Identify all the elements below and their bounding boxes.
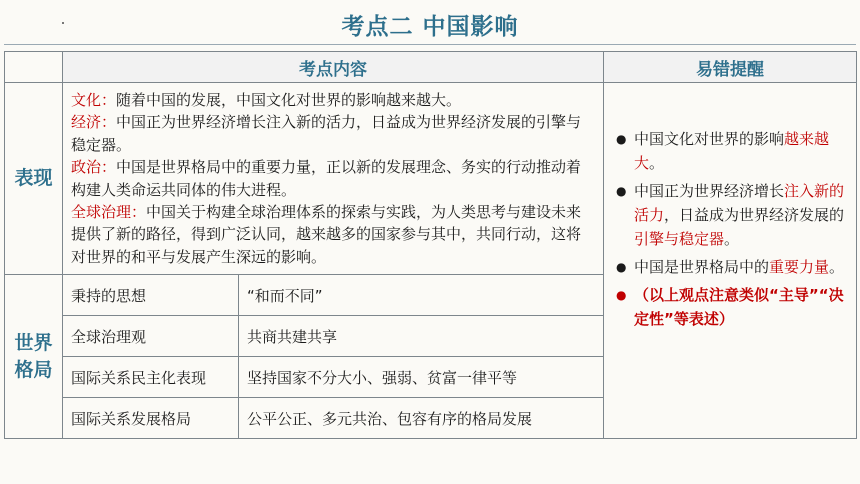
content-item-economy [71,111,595,156]
title-divider [4,44,856,45]
content-item-governance [71,201,595,268]
item-text: 中国是世界格局中的重要力量，正以新的发展理念、务实的行动推动着构建人类命运共同体的伟大进程。 [71,158,582,199]
bullet-icon: ● [616,288,627,302]
geju-key: 全球治理观 [63,316,239,357]
geju-key: 秉持的思想 [63,275,239,316]
item-text: 中国关于构建全球治理体系的探索与实践，为人类思考与建设未来提供了新的路径，得到广泛认同，越来越多的国家参与其中，共同行动，这将对世界的和平与发展产生深远的影响。 [71,203,582,266]
row-biaoxian [5,83,857,275]
item-label: 全球治理： [71,203,147,222]
header-row [5,52,857,83]
bullet-icon: ● [616,132,627,146]
geju-key: 国际关系发展格局 [63,398,239,439]
bullet-icon: ● [616,184,627,198]
geju-key: 国际关系民主化表现 [63,357,239,398]
tip-item: ● 中国是世界格局中的重要力量。 [616,255,850,279]
item-text: 中国正为世界经济增长注入新的活力，日益成为世界经济发展的引擎与稳定器。 [71,113,582,154]
item-label: 文化： [71,91,117,109]
side-label-biaoxian [5,83,63,275]
tips-cell [604,83,857,439]
item-label: 政治： [71,158,117,177]
header-content: 考点内容 [63,52,604,83]
content-item-culture [71,89,595,111]
content-item-politics [71,156,595,201]
header-corner-cell [5,52,63,83]
tip-item: ● 中国正为世界经济增长注入新的活力，日益成为世界经济发展的引擎与稳定器。 [616,179,850,251]
geju-value: “和而不同” [239,275,604,316]
item-label: 经济： [71,113,117,132]
item-text: 随着中国的发展，中国文化对世界的影响越来越大。 [116,91,462,109]
geju-value: 公平公正、多元共治、包容有序的格局发展 [239,398,604,439]
side-label-shijiegeju: 世界 格局 [5,275,63,439]
header-tips: 易错提醒 [604,52,857,83]
summary-table [4,51,857,439]
geju-value: 坚持国家不分大小、强弱、贫富一律平等 [239,357,604,398]
bullet-icon: ● [616,260,627,274]
page-title: 考点二 中国影响 [341,14,519,40]
biaoxian-content [63,83,604,275]
side-label-text: 表现 [14,167,53,190]
geju-value: 共商共建共享 [239,316,604,357]
tip-item: ● 中国文化对世界的影响越来越大。 [616,127,850,175]
tip-note: ● （以上观点注意类似“主导”“决定性”等表述） [616,283,850,331]
